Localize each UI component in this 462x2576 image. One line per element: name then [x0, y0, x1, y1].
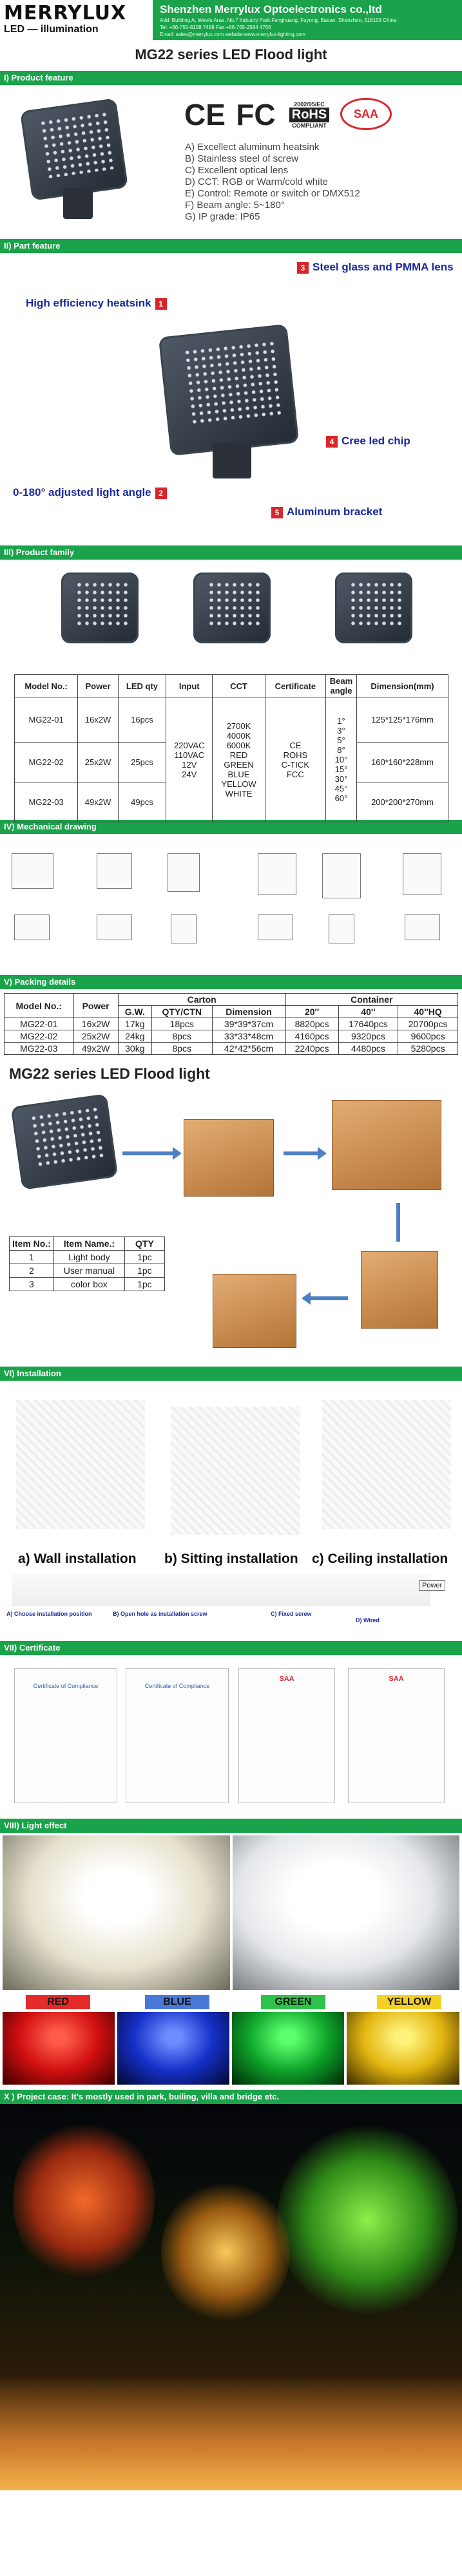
wall-install-drawing — [16, 1400, 145, 1529]
table-cell: 3 — [10, 1278, 54, 1291]
header-cell: Container — [285, 994, 457, 1006]
cert-doc-title: Certificate of Compliance — [33, 1683, 99, 1689]
table-cell: 1 — [10, 1251, 54, 1264]
model-cell: MG22-02 — [15, 743, 78, 782]
drawing-base-6 — [405, 914, 440, 940]
input-value: 24V — [182, 769, 197, 779]
packing-title: MG22 series LED Flood light — [9, 1065, 210, 1082]
cool-white-effect — [233, 1835, 459, 1990]
dimension-cell: 200*200*270mm — [357, 782, 448, 822]
ceiling-install-drawing — [322, 1400, 451, 1529]
table-cell: 20700pcs — [398, 1018, 458, 1030]
step-b: B) Open hole as installation screw — [113, 1611, 207, 1617]
header-cell: 40'' — [338, 1006, 398, 1018]
table-cell: 18pcs — [151, 1018, 212, 1030]
table-cell: 16x2W — [73, 1018, 118, 1030]
table-cell: Light body — [53, 1251, 124, 1264]
table-cell: 8pcs — [151, 1043, 212, 1055]
part-product-image — [159, 324, 299, 456]
install-steps-drawing — [12, 1574, 430, 1606]
tree-light-green — [277, 2123, 457, 2316]
table-row — [10, 1278, 165, 1291]
table-cell: color box — [53, 1278, 124, 1291]
beam-value: 10° — [334, 755, 348, 764]
certificate-doc — [14, 1668, 117, 1803]
drawing-top — [168, 853, 200, 892]
ground-glow — [0, 2374, 462, 2490]
header-cell: G.W. — [118, 1006, 151, 1018]
callout-text: Aluminum bracket — [287, 506, 383, 518]
sitting-install-caption: b) Sitting installation — [164, 1551, 298, 1566]
drawing-base-5 — [329, 914, 354, 943]
section-product-feature: I) Product feature — [0, 71, 462, 85]
family-image-01 — [61, 573, 139, 643]
table-cell: 1pc — [124, 1264, 164, 1278]
saa-mark: SAA — [340, 98, 392, 130]
callout-text: Cree led chip — [342, 435, 410, 447]
table-cell: 17640pcs — [338, 1018, 398, 1030]
page-title: MG22 series LED Flood light — [135, 46, 327, 62]
installation-block — [0, 1381, 462, 1638]
input-value: 220VAC — [174, 740, 205, 750]
company-logo — [0, 0, 155, 40]
part-feature-block — [0, 253, 462, 543]
beam-value: 3° — [337, 726, 345, 735]
input-value: 110VAC — [174, 750, 204, 760]
beam-value: 8° — [337, 745, 345, 755]
project-case-photo — [0, 2104, 462, 2490]
power-cell: 16x2W — [78, 697, 119, 743]
feature-list — [185, 142, 360, 223]
drawing-side — [97, 853, 132, 889]
table-cell: 49x2W — [73, 1043, 118, 1055]
beam-value: 5° — [337, 735, 345, 745]
certificate-doc — [126, 1668, 229, 1803]
table-cell: 33*33*48cm — [212, 1030, 285, 1043]
table-cell: 1pc — [124, 1251, 164, 1264]
header-cell: QTY/CTN — [151, 1006, 212, 1018]
flow-arrow-down — [396, 1203, 400, 1242]
logo-brand: MERRYLUX — [4, 2, 127, 24]
table-cell: 9600pcs — [398, 1030, 458, 1043]
drawing-bracket — [403, 853, 441, 895]
table-row — [10, 1251, 165, 1264]
yellow-label: YELLOW — [377, 1995, 441, 2009]
table-header-row — [10, 1237, 165, 1251]
table-row — [5, 1018, 458, 1030]
callout-angle — [13, 486, 171, 499]
family-image-02 — [193, 573, 271, 643]
cct-value: RED — [229, 750, 248, 760]
carton-image — [361, 1251, 438, 1329]
table-cell: 2 — [10, 1264, 54, 1278]
table-cell: MG22-01 — [5, 1018, 74, 1030]
drawing-front — [12, 853, 53, 889]
table-cell: 8pcs — [151, 1030, 212, 1043]
header-cell: Model No.: — [15, 675, 78, 697]
table-cell: 17kg — [118, 1018, 151, 1030]
warm-white-effect — [3, 1835, 230, 1990]
yellow-effect — [347, 2012, 459, 2085]
packing-product-image — [11, 1094, 119, 1190]
callout-number: 5 — [271, 507, 283, 518]
cert-doc-title: SAA — [279, 1675, 294, 1683]
beam-value: 60° — [334, 793, 348, 803]
table-cell: 5280pcs — [398, 1043, 458, 1055]
header-cell: Item Name.: — [53, 1237, 124, 1251]
led-qty-cell: 25pcs — [118, 743, 166, 782]
power-cell: 25x2W — [78, 743, 119, 782]
step-a: A) Choose installation position — [6, 1611, 92, 1617]
header-cell: Power — [73, 994, 118, 1018]
cert-doc-title: SAA — [389, 1675, 404, 1683]
dimension-cell: 160*160*228mm — [357, 743, 448, 782]
color-box-image — [184, 1119, 274, 1197]
callout-number: 4 — [326, 436, 338, 448]
model-cell: MG22-01 — [15, 697, 78, 743]
packing-table — [4, 993, 458, 1055]
power-label: Power — [419, 1580, 445, 1591]
table-cell: 24kg — [118, 1030, 151, 1043]
part-bracket — [213, 443, 251, 478]
fcc-mark: FC — [236, 98, 276, 131]
header-cell: LED qty — [118, 675, 166, 697]
beam-value: 15° — [334, 764, 348, 774]
rohs-top: 2002/95/EC — [294, 100, 325, 108]
table-cell: 4480pcs — [338, 1043, 398, 1055]
header-cell: 40''HQ — [398, 1006, 458, 1018]
input-value: 12V — [182, 759, 197, 770]
header-cell: Power — [78, 675, 119, 697]
ce-mark: CE — [184, 98, 226, 131]
table-header-row — [15, 675, 448, 697]
header-cell: Carton — [118, 994, 285, 1006]
drawing-base-3 — [171, 914, 197, 943]
company-contact-2: Email: sales@merrylux.com website:www.merrylux-lighting.com — [160, 32, 305, 37]
logo-sub: LED — illumination — [4, 24, 99, 35]
feature-item: D) CCT: RGB or Warm/cold white — [185, 176, 328, 187]
cert-value: ROHS — [283, 750, 308, 760]
feature-item: A) Excellect aluminum heatsink — [185, 142, 320, 153]
section-project-case: X ) Project case: It's mostly used in park, builing, villa and bridge etc. — [0, 2090, 462, 2104]
pallet-image — [213, 1274, 296, 1348]
flow-arrow — [122, 1151, 174, 1155]
callout-lens — [293, 261, 454, 274]
cct-value: 4000K — [226, 730, 251, 741]
table-cell: 4160pcs — [285, 1030, 338, 1043]
table-cell: 2240pcs — [285, 1043, 338, 1055]
family-image-03 — [335, 573, 412, 643]
mechanical-block — [0, 834, 462, 972]
product-image — [20, 98, 128, 201]
header-cell: Model No.: — [5, 994, 74, 1018]
step-c: C) Fixed screw — [271, 1611, 312, 1617]
callout-text: 0-180° adjusted light angle — [13, 486, 151, 498]
flow-arrow — [284, 1151, 319, 1155]
header-cell: 20'' — [285, 1006, 338, 1018]
drawing-base — [14, 914, 50, 940]
table-row — [5, 1030, 458, 1043]
table-cell: 9320pcs — [338, 1030, 398, 1043]
header-cell: Dimension — [212, 1006, 285, 1018]
table-row — [5, 1043, 458, 1055]
blue-effect — [117, 2012, 229, 2085]
green-effect — [232, 2012, 344, 2085]
tree-light-red — [13, 2117, 155, 2284]
section-product-family: III) Product family — [0, 545, 462, 560]
table-row — [10, 1264, 165, 1278]
header-cell: Input — [166, 675, 213, 697]
feature-item: C) Excellent optical lens — [185, 165, 289, 176]
callout-number: 3 — [297, 262, 309, 274]
drawing-base-4 — [258, 914, 293, 940]
beam-cell — [326, 697, 357, 822]
company-name: Shenzhen Merrylux Optoelectronics co.,ltd — [160, 3, 382, 15]
callout-chip — [322, 435, 410, 448]
feature-item: F) Beam angle: 5~180° — [185, 200, 285, 211]
table-row — [15, 697, 448, 743]
cct-value: YELLOW — [221, 779, 256, 789]
ceiling-install-caption: c) Ceiling installation — [312, 1551, 448, 1566]
header-cell: CCT — [213, 675, 265, 697]
section-part-feature: II) Part feature — [0, 239, 462, 253]
led-qty-cell: 49pcs — [118, 782, 166, 822]
power-cell: 49x2W — [78, 782, 119, 822]
callout-text: Steel glass and PMMA lens — [313, 261, 454, 273]
callout-bracket — [267, 506, 382, 518]
cct-cell — [213, 697, 265, 822]
company-contact-1: Tel: +86-755-8158 7499 Fax:+86-755-2584 4766 — [160, 24, 271, 30]
section-installation: VI) Installation — [0, 1367, 462, 1381]
callout-number: 2 — [155, 488, 167, 499]
dimension-cell: 125*125*176mm — [357, 697, 448, 743]
section-light-effect: VIII) Light effect — [0, 1819, 462, 1833]
cct-value: 2700K — [226, 721, 251, 731]
flow-arrow-left — [309, 1296, 348, 1300]
family-table — [14, 674, 448, 822]
feature-item: B) Stainless steel of screw — [185, 153, 298, 164]
rohs-sub: COMPLIANT — [292, 122, 327, 129]
product-bracket — [63, 188, 93, 219]
certificate-doc — [348, 1668, 445, 1803]
section-mechanical-drawing: IV) Mechanical drawing — [0, 820, 462, 834]
table-cell: User manual — [53, 1264, 124, 1278]
table-header-row — [5, 994, 458, 1006]
cct-value: BLUE — [227, 769, 250, 779]
certificate-block — [0, 1655, 462, 1816]
table-cell: 30kg — [118, 1043, 151, 1055]
packing-visual-block — [0, 1055, 462, 1364]
certificate-doc — [238, 1668, 335, 1803]
header-cell: QTY — [124, 1237, 164, 1251]
led-qty-cell: 16pcs — [118, 697, 166, 743]
wall-install-caption: a) Wall installation — [18, 1551, 137, 1566]
callout-number: 1 — [155, 298, 167, 310]
step-d: D) Wired — [356, 1617, 380, 1624]
open-carton-image — [332, 1100, 441, 1190]
drawing-side-2 — [322, 853, 361, 898]
rohs-mark — [284, 97, 335, 133]
feature-block — [0, 85, 462, 236]
beam-value: 1° — [337, 716, 345, 726]
red-effect — [3, 2012, 115, 2085]
tree-light-amber — [161, 2181, 290, 2323]
header-cell: Certificate — [265, 675, 325, 697]
feature-item: E) Control: Remote or switch or DMX512 — [185, 188, 360, 199]
section-packing-details: V) Packing details — [0, 975, 462, 989]
model-cell: MG22-03 — [15, 782, 78, 822]
drawing-front-2 — [258, 853, 296, 895]
page-header — [0, 0, 462, 40]
cert-value: FCC — [286, 769, 304, 779]
callout-heatsink — [26, 297, 171, 310]
table-cell: 1pc — [124, 1278, 164, 1291]
red-label: RED — [26, 1995, 90, 2009]
drawing-base-2 — [97, 914, 132, 940]
table-cell: MG22-03 — [5, 1043, 74, 1055]
items-table — [9, 1236, 165, 1291]
beam-value: 30° — [334, 774, 348, 784]
company-address: Add: Building A, Weefu Arae, No.7 Industry Park,Fenghuang, Fuyong, Baoan, Shenzhen, 518103 China — [160, 17, 397, 23]
product-family-block — [0, 560, 462, 817]
table-cell: 25x2W — [73, 1030, 118, 1043]
table-cell: 8820pcs — [285, 1018, 338, 1030]
header-cell: Beam angle — [326, 675, 357, 697]
cert-doc-title: Certificate of Compliance — [144, 1683, 210, 1689]
certificate-cell — [265, 697, 325, 822]
input-cell — [166, 697, 213, 822]
feature-item: G) IP grade: IP65 — [185, 211, 260, 222]
header-cell: Dimension(mm) — [357, 675, 448, 697]
table-cell: 42*42*56cm — [212, 1043, 285, 1055]
company-info — [155, 0, 462, 40]
table-cell: 39*39*37cm — [212, 1018, 285, 1030]
cct-value: GREEN — [224, 759, 254, 770]
sitting-install-drawing — [171, 1406, 300, 1535]
header-cell: Item No.: — [10, 1237, 54, 1251]
section-certificate: VII) Certificate — [0, 1641, 462, 1655]
light-effect-block — [0, 1833, 462, 2087]
green-label: GREEN — [261, 1995, 325, 2009]
cert-value: CE — [289, 740, 302, 750]
cert-value: C-TICK — [281, 759, 310, 770]
cct-value: 6000K — [226, 740, 251, 750]
table-cell: MG22-02 — [5, 1030, 74, 1043]
blue-label: BLUE — [145, 1995, 209, 2009]
rohs-label: RoHS — [289, 108, 329, 122]
cct-value: WHITE — [225, 788, 253, 799]
beam-value: 45° — [334, 784, 348, 793]
callout-text: High efficiency heatsink — [26, 297, 151, 309]
